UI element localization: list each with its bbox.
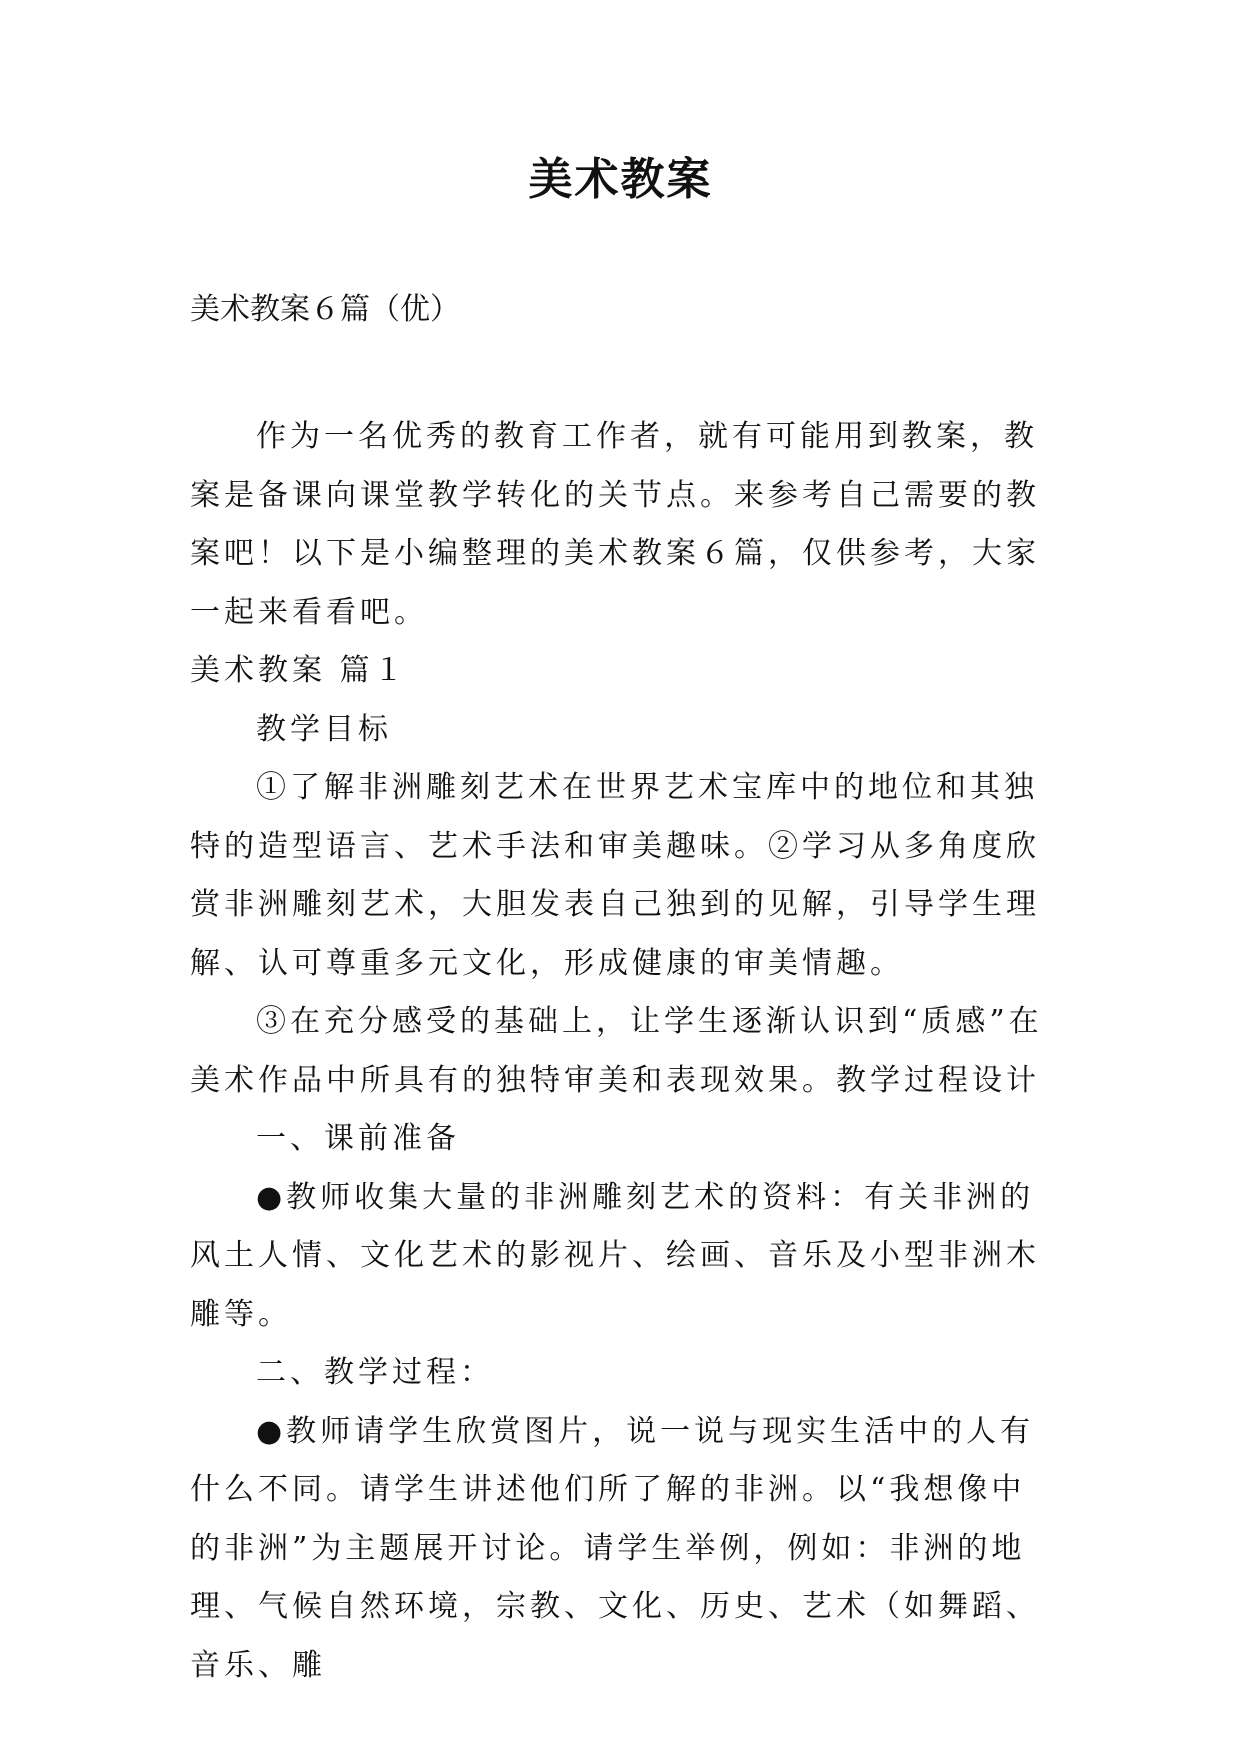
document-title: 美术教案	[528, 154, 713, 205]
preparation-paragraph: ●教师收集大量的非洲雕刻艺术的资料：有关非洲的风土人情、文化艺术的影视片、绘画、音乐及小型非洲木雕等。	[190, 1179, 1040, 1332]
section-heading: 美术教案 篇１	[190, 653, 408, 688]
subheading-process: 二、教学过程：	[256, 1355, 494, 1390]
document-body	[190, 408, 1056, 1695]
intro-paragraph: 作为一名优秀的教育工作者，就有可能用到教案，教案是备课向课堂教学转化的关节点。来参考自己需要的教案吧！以下是小编整理的美术教案６篇，仅供参考，大家一起来看看吧。	[190, 419, 1040, 630]
goal-paragraph-2: ③在充分感受的基础上，让学生逐渐认识到“质感”在美术作品中所具有的独特审美和表现效果。教学过程设计	[190, 1004, 1043, 1098]
subheading-preparation: 一、课前准备	[256, 1121, 460, 1156]
process-paragraph: ●教师请学生欣赏图片，说一说与现实生活中的人有什么不同。请学生讲述他们所了解的非洲。以“我想像中的非洲”为主题展开讨论。请学生举例，例如：非洲的地理、气候自然环境，宗教、文化、历史、艺术（如舞蹈、音乐、雕	[190, 1413, 1040, 1683]
subheading-teaching-goals: 教学目标	[256, 711, 392, 747]
goal-paragraph-1: ①了解非洲雕刻艺术在世界艺术宝库中的地位和其独特的造型语言、艺术手法和审美趣味。②学习从多角度欣赏非洲雕刻艺术，大胆发表自己独到的见解，引导学生理解、认可尊重多元文化，形成健康的审美情趣。	[190, 770, 1040, 981]
document-subtitle: 美术教案６篇（优）	[190, 292, 460, 327]
